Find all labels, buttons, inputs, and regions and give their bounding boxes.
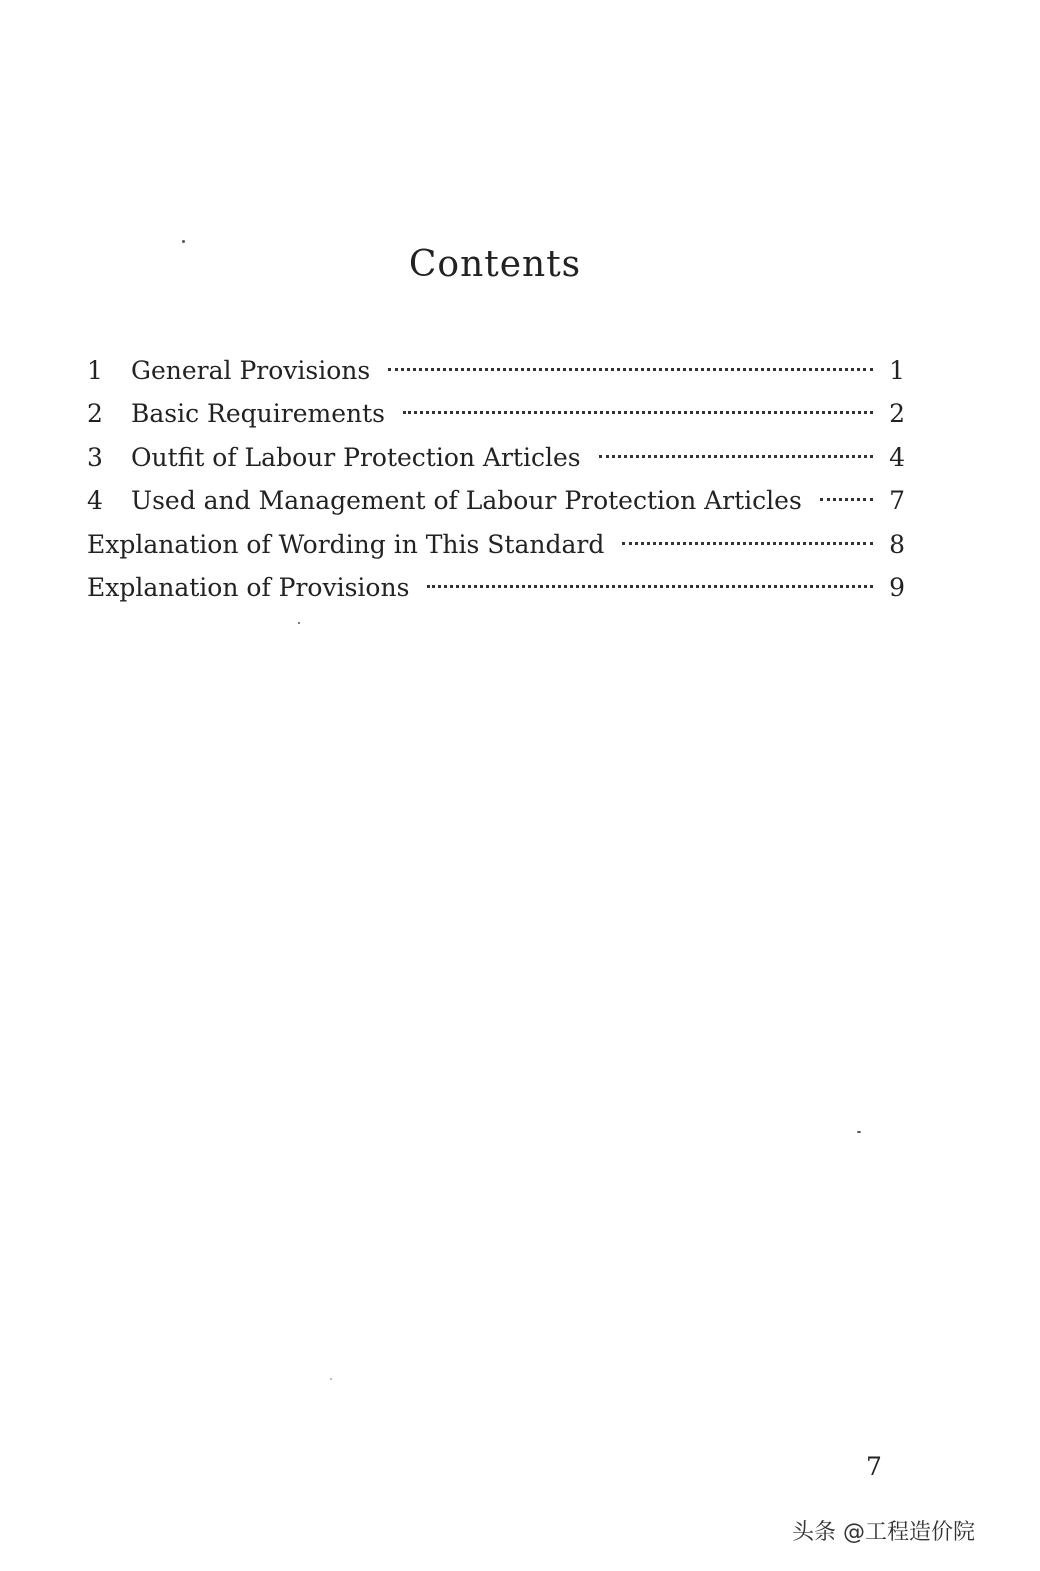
dot-leader (820, 498, 873, 501)
toc-entry-explanation-of-provisions[interactable] (87, 573, 905, 616)
toc-entry-title: General Provisions (131, 356, 371, 385)
toc-entry-number: 2 (87, 399, 103, 429)
toc-entry-general-provisions[interactable] (87, 356, 905, 399)
toc-entry-title: Basic Requirements (131, 399, 385, 429)
dot-leader (403, 411, 873, 414)
toc-entry-page: 4 (889, 442, 905, 472)
table-of-contents (87, 356, 905, 616)
dot-leader (388, 368, 873, 371)
page-title: Contents (408, 244, 582, 285)
toc-entry-page: 2 (889, 399, 905, 429)
toc-entry-number: 3 (87, 442, 103, 472)
scan-speck (182, 240, 185, 243)
dot-leader (427, 585, 873, 588)
scan-speck (857, 1131, 861, 1133)
dot-leader (599, 455, 873, 458)
toc-entry-title: Explanation of Provisions (87, 572, 410, 602)
dot-leader (622, 542, 873, 545)
toc-entry-outfit[interactable] (87, 443, 905, 486)
page-number: 7 (866, 1452, 882, 1481)
watermark: 头条 @工程造价院 (792, 1520, 975, 1545)
toc-entry-page: 9 (889, 572, 905, 602)
toc-entry-number: 1 (87, 356, 103, 385)
toc-entry-basic-requirements[interactable] (87, 399, 905, 442)
scan-speck (298, 622, 300, 624)
toc-entry-title: Outfit of Labour Protection Articles (131, 442, 581, 472)
scan-speck (330, 1378, 332, 1380)
toc-entry-explanation-of-wording[interactable] (87, 530, 905, 573)
toc-entry-page: 1 (889, 356, 905, 385)
toc-entry-number: 4 (87, 486, 103, 516)
toc-entry-title: Used and Management of Labour Protection Articles (131, 486, 802, 516)
toc-entry-used-and-management[interactable] (87, 486, 905, 529)
toc-entry-title: Explanation of Wording in This Standard (87, 529, 605, 559)
toc-entry-page: 8 (889, 529, 905, 559)
toc-entry-page: 7 (889, 486, 905, 516)
